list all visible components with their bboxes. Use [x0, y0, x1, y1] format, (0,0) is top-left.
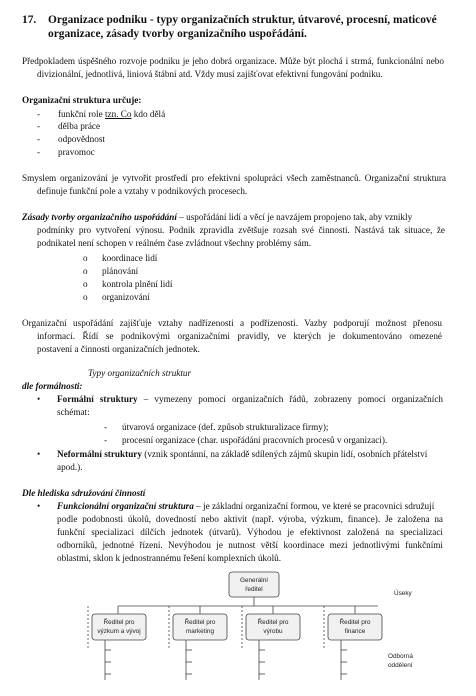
informal-term: Neformální struktury	[57, 449, 142, 459]
grouping-line-5: oblastmi, sklon k jednostrannému řešení komplexních úkolů.	[57, 553, 282, 563]
page-title-line-2: organizace, zásady tvorby organizačního uspořádání.	[48, 28, 307, 40]
director-marketing-label-1: Ředitel pro	[184, 619, 216, 626]
sense-line-1: Smyslem organizování je vytvořit prostředí pro efektivní spolupráci všech zaměstnanců. Organizační struktura	[22, 173, 446, 183]
formal-term: Formální struktury	[57, 394, 138, 404]
dept-label-2: oddělení	[388, 662, 413, 669]
org-chart-box-director-marketing	[173, 614, 227, 640]
director-finance-label-2: finance	[344, 628, 366, 635]
sense-line-2: definuje funkční pole a vztahy v podnikových procesech.	[37, 186, 248, 196]
types-heading: Typy organizačních struktur	[88, 368, 192, 378]
formal-sub-item-1: útvarová organizace (def. způsob strukturalizace firmy);	[122, 422, 329, 432]
rules-line-1-rest: – uspořádání lidí a věcí je navzájem propojeno tak, aby vznikly	[176, 212, 413, 222]
director-finance-label-1: Ředitel pro	[339, 619, 371, 626]
director-marketing-label-2: marketing	[185, 628, 215, 635]
disc-bullet: •	[37, 394, 41, 404]
grouping-line-3: funkční specializaci dílčích jednotek (útvarů). Výhodou je efektivnost založená na specializaci	[57, 527, 443, 537]
org-chart-box-director-finance	[328, 614, 382, 640]
org-chart-box-ceo	[229, 572, 279, 597]
grouping-line-1-rest: – je základní organizační formou, ve které se pracovníci sdružují	[193, 501, 435, 511]
intro-line-1: Předpokladem úspěšného rozvoje podniku je jeho dobrá organizace. Může být plochá i strmá, funkcionální nebo	[22, 56, 444, 66]
dash-bullet: -	[104, 435, 108, 445]
by-formality-heading: dle formálnosti:	[22, 381, 83, 391]
structure-item-2: dělba práce	[58, 121, 101, 131]
circle-bullet: o	[83, 292, 88, 302]
structure-item-1: funkční role tzn. Co kdo dělá	[58, 109, 166, 119]
director-production-label-2: výrobu	[263, 628, 283, 635]
dash-bullet: -	[37, 134, 41, 144]
grouping-heading: Dle hlediska sdružování činností	[22, 488, 146, 498]
rules-item-4: organizování	[102, 292, 150, 302]
dash-bullet: -	[37, 147, 41, 157]
intro-line-2: divizionální, jednotlivá, liniová štábní atd. Vždy musí zajišťovat efektivní fungování podniku.	[37, 69, 383, 79]
rules-term: Zásady tvorby organizačního uspořádání	[22, 212, 177, 222]
ordering-line-2: informací. Řídí se podnikovými organizačními pravidly, ve kterých je dokumentováno omezené	[37, 331, 442, 341]
rules-line-3: podnikatel není schopen v reálném čase zvládnout všechny problémy sám.	[37, 238, 312, 248]
disc-bullet: •	[37, 501, 41, 511]
rules-item-2: plánování	[102, 266, 139, 276]
circle-bullet: o	[83, 253, 88, 263]
ordering-line-1: Organizační uspořádání zajišťuje vztahy nadřízenosti a podřízenosti. Vazby podporují možnost přenosu	[22, 318, 442, 328]
dash-bullet: -	[104, 422, 108, 432]
units-label: Úseky	[394, 590, 412, 597]
structure-heading: Organizační struktura určuje:	[22, 95, 142, 105]
formal-line-2: schémat:	[57, 407, 90, 417]
dept-label-1: Odborná	[388, 653, 413, 660]
formal-sub-item-2: procesní organizace (char. uspořádání pracovních procesů v organizaci).	[122, 435, 388, 445]
circle-bullet: o	[83, 266, 88, 276]
org-chart-box-director-production	[246, 614, 300, 640]
structure-item-4: pravomoc	[58, 147, 95, 157]
org-chart-box-director-rd	[92, 614, 146, 640]
dash-bullet: -	[37, 121, 41, 131]
circle-bullet: o	[83, 279, 88, 289]
director-rd-label-2: výzkum a vývoj	[97, 628, 141, 635]
director-rd-label-1: Ředitel pro	[103, 619, 135, 626]
disc-bullet: •	[37, 449, 41, 459]
rules-item-3: kontrola plnění lidí	[102, 279, 173, 289]
page-title-line-1: Organizace podniku - typy organizačních struktur, útvarové, procesní, maticové	[48, 14, 437, 26]
formal-line-1-rest: – vymezeny pomocí organizačních řádů, zobrazeny pomocí organizačních	[137, 394, 443, 404]
grouping-term: Funkcionální organizační struktura	[57, 501, 194, 511]
grouping-line-2: podle podobnosti úkolů, dovedností nebo aktivit (např. výroba, výzkum, finance). Je založena na	[57, 514, 443, 524]
ordering-line-3: postavení a činnosti organizačních jednotek.	[37, 344, 200, 354]
structure-item-3: odpovědnost	[58, 134, 105, 144]
informal-line-1-rest: (vznik spontánní, na základě sdílených zájmů skupin lidí, osobních přátelství	[141, 449, 428, 459]
ceo-label-2: ředitel	[245, 586, 263, 593]
dash-bullet: -	[37, 109, 41, 119]
ceo-label-1: Generální	[239, 577, 269, 584]
section-number: 17.	[22, 14, 37, 26]
rules-item-1: koordinace lidí	[102, 253, 158, 263]
grouping-line-4: odborníků, jednotné řízení. Nevýhodou je nutnost větší koordinace mezi jednotlivými funkčními	[57, 540, 443, 550]
informal-line-2: apod.).	[57, 462, 83, 472]
rules-line-2: podmínky pro vytvoření výnosu. Podnik zpravidla zvětšuje rozsah své činnosti. Nastává tak situace, že	[37, 225, 445, 235]
director-production-label-1: Ředitel pro	[257, 619, 289, 626]
